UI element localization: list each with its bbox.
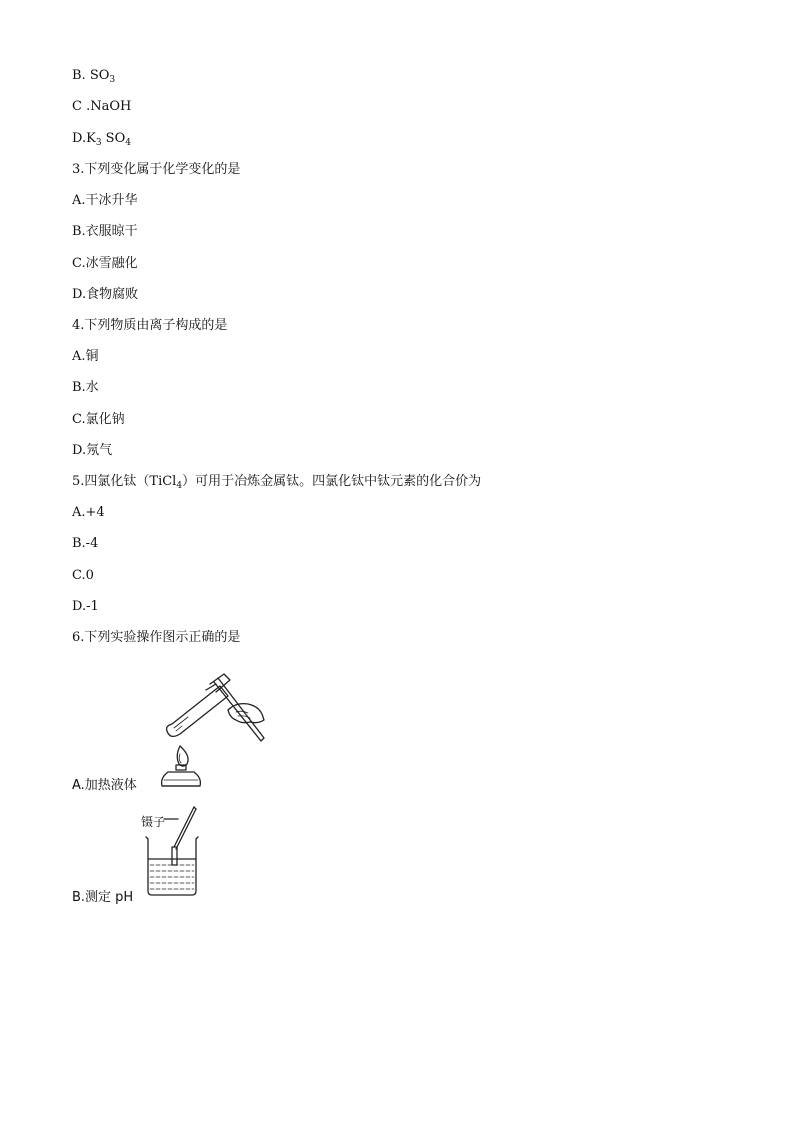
q3-option-b: B.衣服晾干 [72,224,138,239]
q6-stem: 6.下列实验操作图示正确的是 [72,630,241,645]
q2-option-d-text-2: SO [101,131,126,146]
q5-option-d: D.-1 [72,599,99,614]
q4-option-d: D.氖气 [72,443,113,458]
q5-option-b: B.-4 [72,536,99,551]
q3-option-c: C.冰雪融化 [72,256,138,271]
q5-option-a: A.+4 [72,505,105,520]
tweezers-label: 镊子 [141,815,166,829]
q3-stem: 3.下列变化属于化学变化的是 [72,162,241,177]
q2-option-d-subscript-2: 4 [125,138,131,148]
q2-option-d-subscript-1: 3 [95,138,102,148]
q6-option-b: B.测定 pH [72,890,134,905]
q2-option-b-subscript: 3 [109,75,116,85]
q5-stem-text-2: ）可用于冶炼金属钛。四氯化钛中钛元素的化合价为 [182,474,482,489]
q2-option-b-text: B. SO [72,68,110,83]
q5-stem-subscript: 4 [176,481,183,491]
q3-option-a: A.干冰升华 [72,193,138,208]
q2-option-c: C .NaOH [72,99,132,114]
q5-stem [72,474,481,490]
q5-stem-text: 5.四氯化钛（TiCl [72,474,177,489]
heating-liquid-figure [158,664,270,792]
q4-option-b: B.水 [72,380,99,395]
q5-option-c: C.0 [72,568,94,583]
q4-option-a: A.铜 [72,349,99,364]
q4-stem: 4.下列物质由离子构成的是 [72,318,228,333]
q3-option-d: D.食物腐败 [72,287,139,302]
q2-option-d [72,131,131,147]
q2-option-b [72,68,115,84]
q2-option-d-text: D.K [72,131,96,146]
test-tube-heating-icon [158,664,270,792]
q4-option-c: C.氯化钠 [72,412,125,427]
q6-option-a: A.加热液体 [72,778,137,793]
ph-test-figure [140,803,204,899]
